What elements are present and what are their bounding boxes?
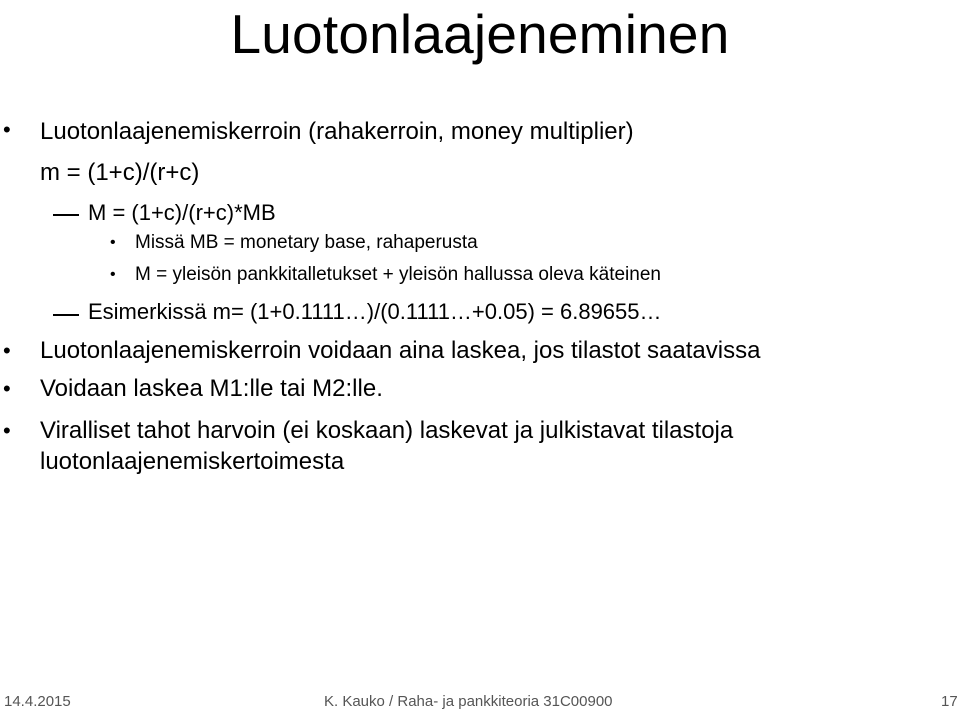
bullet-text: Viralliset tahot harvoin (ei koskaan) laskevat ja julkistavat tilastoja	[40, 417, 734, 444]
slide-title: Luotonlaajeneminen	[230, 3, 730, 65]
dash-bullet	[53, 314, 79, 316]
sub-bullet-text: M = (1+c)/(r+c)*MB	[88, 200, 276, 225]
sub-bullet-text: Esimerkissä m= (1+0.1111…)/(0.1111…+0.05) = 6.89655…	[88, 299, 662, 324]
footer-page-number: 17	[941, 693, 958, 710]
bullet-dot: •	[3, 418, 11, 443]
bullet-dot: •	[110, 234, 116, 251]
sub-sub-bullet-text: Missä MB = monetary base, rahaperusta	[135, 232, 478, 253]
sub-sub-bullet-text: M = yleisön pankkitalletukset + yleisön hallussa oleva käteinen	[135, 264, 661, 285]
bullet-text: m = (1+c)/(r+c)	[40, 159, 200, 186]
bullet-dot: •	[3, 117, 11, 142]
bullet-text: luotonlaajenemiskertoimesta	[40, 448, 345, 475]
footer-date: 14.4.2015	[4, 693, 71, 710]
bullet-dot: •	[3, 338, 11, 363]
dash-bullet	[53, 214, 79, 216]
bullet-text: Luotonlaajenemiskerroin (rahakerroin, money multiplier)	[40, 118, 634, 145]
bullet-dot: •	[3, 376, 11, 401]
bullet-text: Voidaan laskea M1:lle tai M2:lle.	[40, 375, 383, 402]
footer-author: K. Kauko / Raha- ja pankkiteoria 31C00900	[324, 693, 613, 710]
bullet-text: Luotonlaajenemiskerroin voidaan aina laskea, jos tilastot saatavissa	[40, 337, 761, 364]
bullet-dot: •	[110, 266, 116, 283]
